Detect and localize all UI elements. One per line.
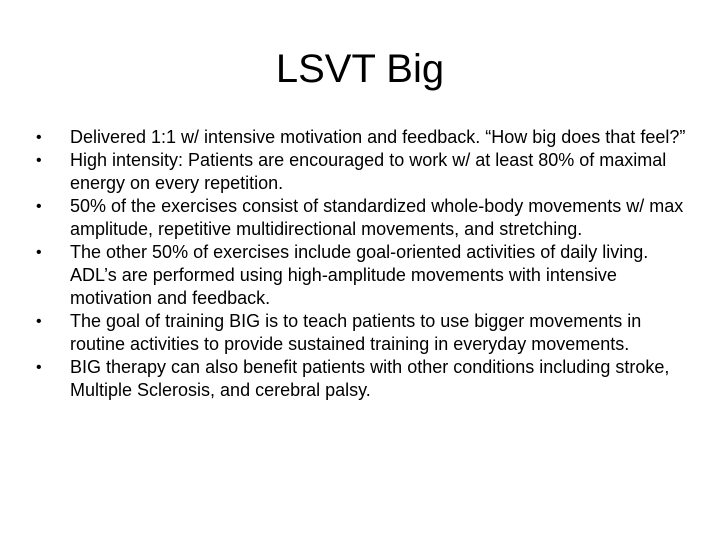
- bullet-item: [30, 149, 690, 195]
- bullet-text: Delivered 1:1 w/ intensive motivation and feedback. “How big does that feel?”: [70, 127, 686, 147]
- bullet-icon: •: [36, 198, 42, 215]
- bullet-text: The other 50% of exercises include goal-oriented activities of daily living. ADL’s are performed using high-amplitude movements with intensive motivation and feedback.: [70, 242, 649, 308]
- bullet-text: 50% of the exercises consist of standardized whole-body movements w/ max amplitude, repetitive multidirectional movements, and stretching.: [70, 196, 684, 239]
- bullet-text: The goal of training BIG is to teach patients to use bigger movements in routine activities to provide sustained training in everyday movements.: [70, 311, 642, 354]
- bullet-item: [30, 241, 690, 310]
- bullet-icon: •: [36, 129, 42, 146]
- bullet-icon: •: [36, 244, 42, 261]
- bullet-icon: •: [36, 359, 42, 376]
- bullet-item: [30, 126, 690, 149]
- bullet-text: BIG therapy can also benefit patients with other conditions including stroke, Multiple Sclerosis, and cerebral palsy.: [70, 357, 670, 400]
- bullet-list: [30, 126, 690, 402]
- bullet-item: [30, 310, 690, 356]
- bullet-item: [30, 195, 690, 241]
- bullet-text: High intensity: Patients are encouraged to work w/ at least 80% of maximal energy on every repetition.: [70, 150, 667, 193]
- bullet-icon: •: [36, 152, 42, 169]
- bullet-icon: •: [36, 313, 42, 330]
- slide-title: LSVT Big: [275, 47, 445, 91]
- bullet-item: [30, 356, 690, 402]
